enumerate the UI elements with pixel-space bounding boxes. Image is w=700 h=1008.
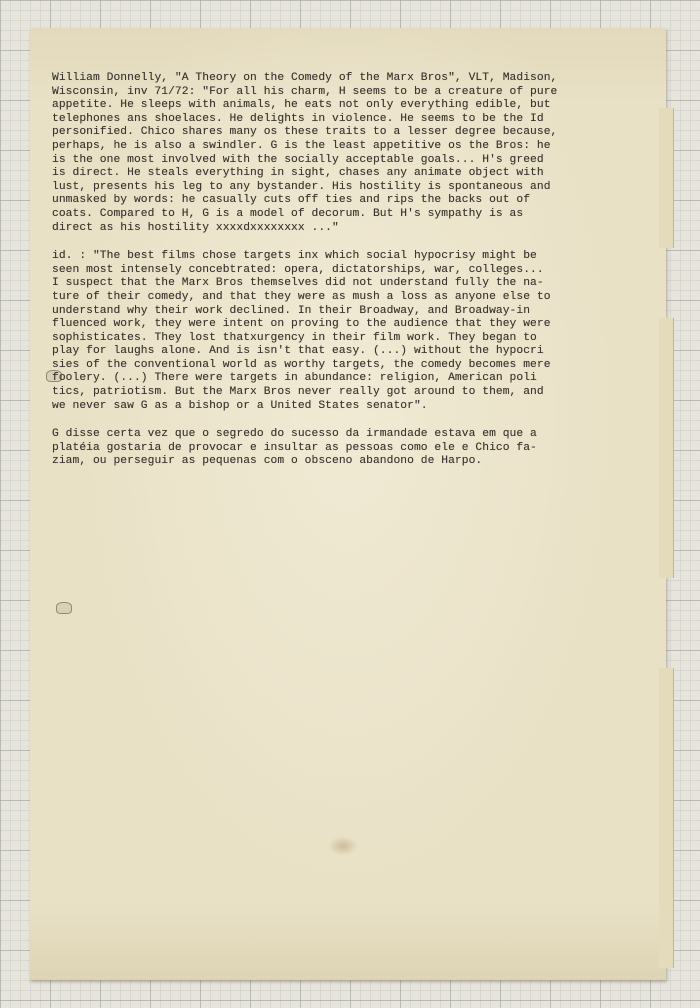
- paper-stain: [328, 836, 358, 856]
- torn-edge: [659, 108, 674, 248]
- punch-hole: [56, 602, 72, 614]
- text-line: sies of the conventional world as worthy targets, the comedy becomes mere: [52, 358, 551, 371]
- text-line: foolery. (...) There were targets in abundance: religion, American poli: [52, 372, 537, 385]
- text-line: direct as his hostility xxxxdxxxxxxxx ...": [52, 221, 339, 234]
- text-line: appetite. He sleeps with animals, he eats not only everything edible, but: [52, 99, 551, 112]
- text-line: William Donnelly, "A Theory on the Comedy of the Marx Bros", VLT, Madison,: [52, 72, 558, 84]
- text-line: unmasked by words: he casually cuts off ties and rips the backs out of: [52, 194, 531, 207]
- text-line: id. : "The best films chose targets inx which social hypocrisy might be: [52, 250, 537, 263]
- text-line: perhaps, he is also a swindler. G is the least appetitive os the Bros: he: [52, 139, 551, 152]
- text-line: understand why their work declined. In their Broadway, and Broadway-in: [52, 304, 531, 317]
- text-line: is the one most involved with the socially acceptable goals... H's greed: [52, 153, 544, 166]
- text-line: sophisticates. They lost thatxurgency in their film work. They began to: [52, 331, 537, 344]
- text-line: we never saw G as a bishop or a United States senator".: [52, 399, 428, 412]
- text-line: ziam, ou perseguir as pequenas com o obsceno abandono de Harpo.: [52, 455, 483, 468]
- text-line: telephones ans shoelaces. He delights in violence. He seems to be the Id: [52, 112, 544, 125]
- typed-text: [52, 72, 632, 484]
- text-line: coats. Compared to H, G is a model of decorum. But H's sympathy is as: [52, 207, 524, 220]
- text-line: ture of their comedy, and that they were as mush a loss as anyone else to: [52, 290, 551, 303]
- torn-edge: [659, 668, 674, 968]
- text-line: personified. Chico shares many os these traits to a lesser degree because,: [52, 126, 558, 139]
- torn-edge: [659, 318, 674, 578]
- text-line: G disse certa vez que o segredo do sucesso da irmandade estava em que a: [52, 428, 537, 441]
- text-line: lust, presents his leg to any bystander. His hostility is spontaneous and: [52, 180, 551, 193]
- text-line: Wisconsin, inv 71/72: "For all his charm, H seems to be a creature of pure: [52, 85, 558, 98]
- quote-donnelly-2: [52, 250, 632, 413]
- text-line: seen most intensely concebtrated: opera, dictatorships, war, colleges...: [52, 263, 544, 276]
- text-line: tics, patriotism. But the Marx Bros never really got around to them, and: [52, 386, 544, 399]
- text-line: fluenced work, they were intent on proving to the audience that they were: [52, 318, 551, 331]
- text-line: platéia gostaria de provocar e insultar as pessoas como ele e Chico fa-: [52, 441, 537, 454]
- portuguese-note: [52, 428, 632, 469]
- quote-donnelly-1: [52, 72, 632, 235]
- text-line: is direct. He steals everything in sight, chases any animate object with: [52, 167, 544, 180]
- text-line: I suspect that the Marx Bros themselves did not understand fully the na-: [52, 277, 544, 290]
- text-line: play for laughs alone. And is isn't that easy. (...) without the hypocri: [52, 345, 544, 358]
